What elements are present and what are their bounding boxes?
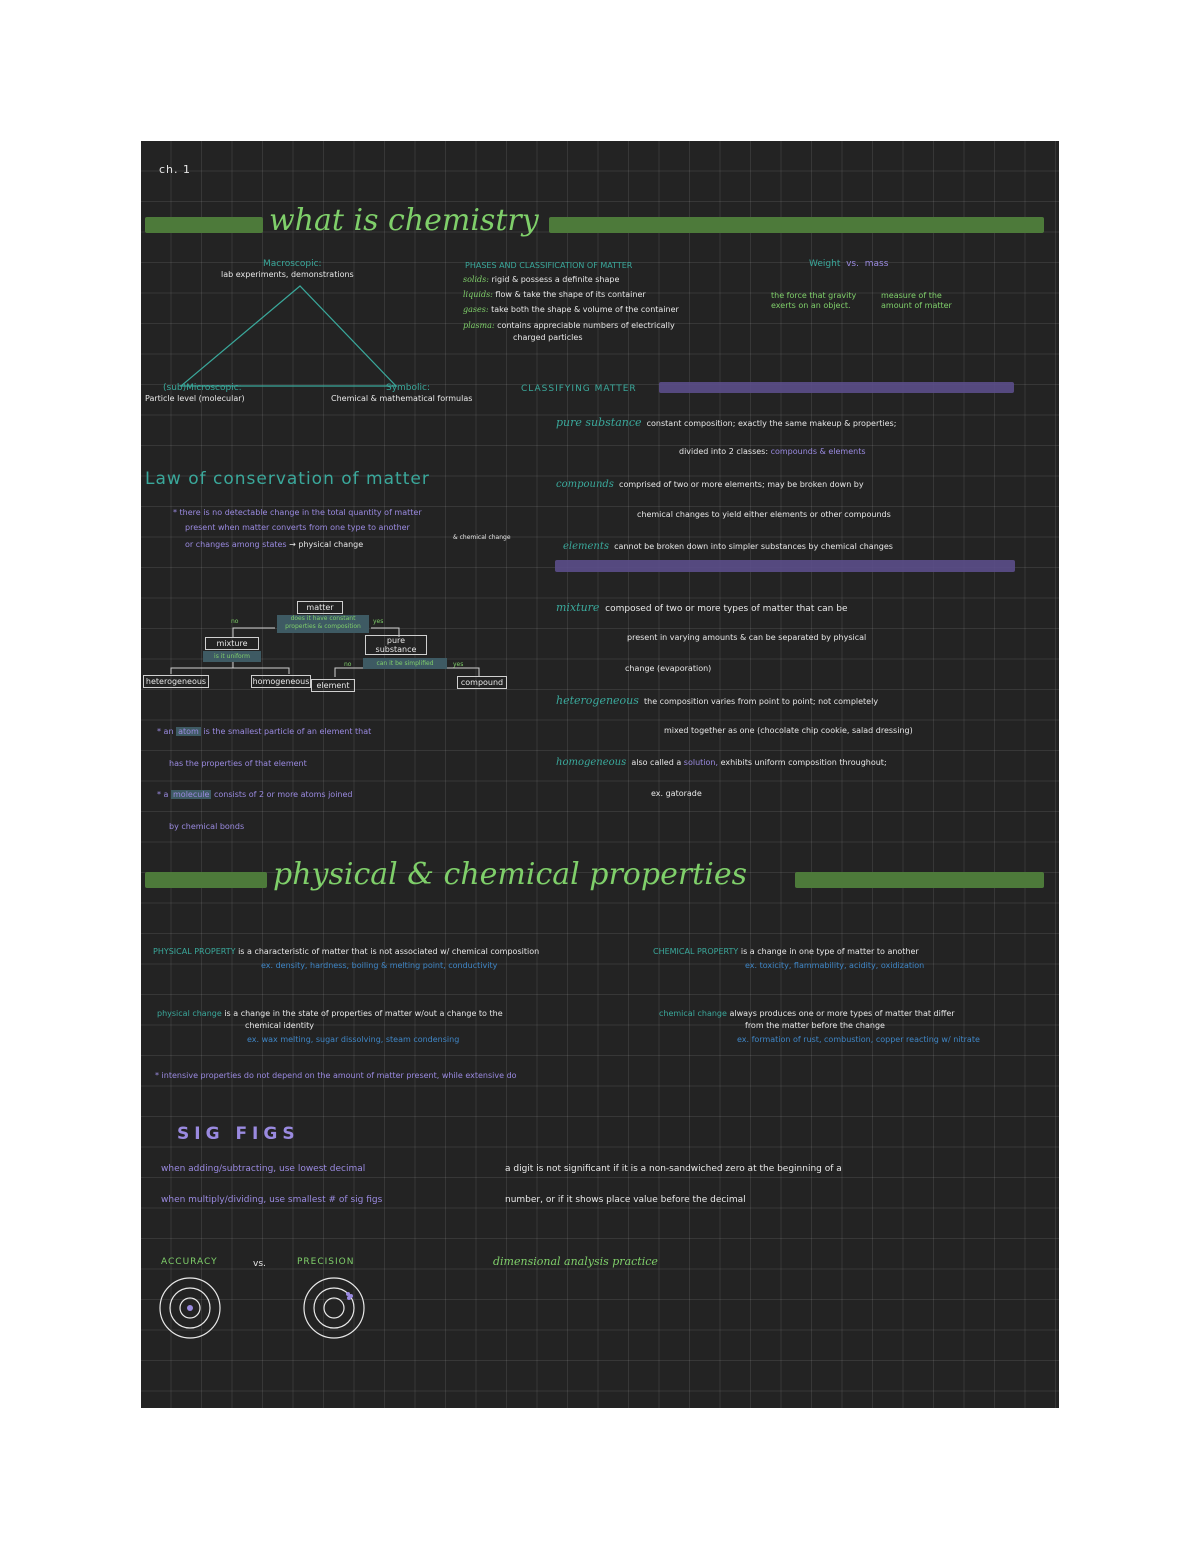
dimensional-analysis-heading: dimensional analysis practice bbox=[493, 1255, 658, 1268]
title-underline-left bbox=[145, 217, 263, 233]
chemical-change-example: ex. formation of rust, combustion, copper reacting w/ nitrate bbox=[737, 1035, 980, 1044]
molecule-highlight: molecule bbox=[173, 790, 210, 799]
chemical-change-term: chemical change bbox=[659, 1009, 727, 1018]
title-physical-chemical: physical & chemical properties bbox=[273, 857, 747, 892]
flowchart-question-constant: does it have constant properties & composition bbox=[277, 615, 369, 633]
homogeneous-solution: solution, bbox=[683, 758, 719, 767]
flowchart-yes-1: yes bbox=[373, 618, 384, 625]
homogeneous-term: homogeneous bbox=[556, 757, 627, 768]
liquids-term: liquids: bbox=[463, 290, 493, 299]
symbolic-label: Symbolic: bbox=[386, 383, 431, 393]
homogeneous-example: ex. gatorade bbox=[651, 789, 702, 798]
classifying-bar bbox=[659, 382, 1014, 393]
law-heading: Law of conservation of matter bbox=[145, 469, 430, 489]
mixture-desc: composed of two or more types of matter that can be bbox=[605, 604, 848, 614]
chemical-change-desc: always produces one or more types of matter that differ bbox=[729, 1009, 955, 1018]
compounds-desc: comprised of two or more elements; may be broken down by bbox=[619, 480, 864, 489]
chemical-property-example: ex. toxicity, flammability, acidity, oxidization bbox=[745, 961, 925, 970]
molecule-line-a: * a bbox=[157, 790, 169, 799]
microscopic-label: (sub)Microscopic: bbox=[163, 383, 242, 393]
accuracy-label: ACCURACY bbox=[161, 1257, 218, 1267]
atom-line-a: * an bbox=[157, 727, 174, 736]
weight-label: Weight bbox=[809, 259, 841, 269]
sigfigs-note-2: number, or if it shows place value before the decimal bbox=[505, 1195, 746, 1205]
notes-page bbox=[141, 141, 1059, 1408]
pure-substance-classes-names: compounds & elements bbox=[770, 447, 866, 456]
flowchart-question-simplified: can it be simplified bbox=[363, 658, 447, 669]
macroscopic-label: Macroscopic: bbox=[263, 259, 322, 269]
plasma-desc: contains appreciable numbers of electrically bbox=[497, 321, 675, 330]
flowchart-mixture: mixture bbox=[205, 637, 259, 650]
chemical-change-desc-2: from the matter before the change bbox=[745, 1021, 885, 1030]
atom-line-2: has the properties of that element bbox=[169, 759, 307, 768]
symbolic-desc: Chemical & mathematical formulas bbox=[331, 394, 473, 403]
chapter-label: ch. 1 bbox=[159, 163, 192, 176]
physical-property-example: ex. density, hardness, boiling & melting point, conductivity bbox=[261, 961, 498, 970]
atom-highlight: atom bbox=[178, 727, 199, 736]
physical-change-desc: is a change in the state of properties of matter w/out a change to the bbox=[224, 1009, 503, 1018]
compounds-term: compounds bbox=[556, 479, 614, 490]
heterogeneous-desc: the composition varies from point to point; not completely bbox=[644, 697, 879, 706]
weight-desc: the force that gravity exerts on an object. bbox=[771, 291, 857, 310]
flowchart-heterogeneous: heterogeneous bbox=[143, 675, 209, 688]
solids-desc: rigid & possess a definite shape bbox=[491, 275, 620, 284]
sigfigs-rule-1: when adding/subtracting, use lowest decimal bbox=[161, 1164, 366, 1174]
flowchart-question-uniform: is it uniform bbox=[203, 651, 261, 662]
mixture-desc-3: change (evaporation) bbox=[625, 664, 712, 673]
molecule-line-c: consists of 2 or more atoms joined bbox=[214, 790, 353, 799]
title-what-is-chemistry: what is chemistry bbox=[269, 203, 539, 238]
law-bullet-2: present when matter converts from one type to another bbox=[185, 523, 410, 532]
flowchart-yes-2: yes bbox=[453, 661, 464, 668]
classifying-heading: CLASSIFYING MATTER bbox=[521, 384, 637, 394]
accuracy-vs: vs. bbox=[253, 1259, 266, 1269]
chemical-property-desc: is a change in one type of matter to another bbox=[740, 947, 919, 956]
solids-term: solids: bbox=[463, 275, 489, 284]
precision-label: PRECISION bbox=[297, 1257, 355, 1267]
elements-term: elements bbox=[563, 541, 610, 552]
flowchart-compound: compound bbox=[457, 676, 507, 689]
law-bullet-3: or changes among states bbox=[185, 540, 287, 549]
flowchart-no-1: no bbox=[231, 618, 239, 625]
law-physical-change: → physical change bbox=[289, 540, 364, 549]
homogeneous-desc-c: exhibits uniform composition throughout; bbox=[720, 758, 887, 767]
gases-term: gases: bbox=[463, 305, 489, 314]
physical-change-term: physical change bbox=[157, 1009, 222, 1018]
sigfigs-note-1: a digit is not significant if it is a non-sandwiched zero at the beginning of a bbox=[505, 1164, 842, 1174]
heterogeneous-desc-2: mixed together as one (chocolate chip cookie, salad dressing) bbox=[664, 726, 913, 735]
mass-label: mass bbox=[864, 259, 889, 269]
plasma-desc-2: charged particles bbox=[513, 333, 583, 342]
weight-vs: vs. bbox=[846, 259, 859, 269]
homogeneous-desc-a: also called a bbox=[631, 758, 682, 767]
pure-substance-term: pure substance bbox=[556, 416, 642, 429]
sigfigs-rule-2: when multiply/dividing, use smallest # of sig figs bbox=[161, 1195, 383, 1205]
gases-desc: take both the shape & volume of the container bbox=[491, 305, 679, 314]
title2-underline-right bbox=[795, 872, 1044, 888]
precision-target-icon bbox=[301, 1275, 371, 1345]
physical-property-term: PHYSICAL PROPERTY bbox=[153, 947, 236, 956]
law-bullet-1: * there is no detectable change in the total quantity of matter bbox=[173, 508, 422, 517]
flowchart-homogeneous: homogeneous bbox=[252, 677, 310, 686]
title-underline-right bbox=[549, 217, 1044, 233]
pure-substance-classes: divided into 2 classes: bbox=[679, 447, 769, 456]
heterogeneous-term: heterogeneous bbox=[556, 694, 639, 707]
intensive-note: * intensive properties do not depend on the amount of matter present, while extensive do bbox=[155, 1071, 517, 1080]
mixture-desc-2: present in varying amounts & can be separated by physical bbox=[627, 633, 867, 642]
elements-desc: cannot be broken down into simpler substances by chemical changes bbox=[614, 542, 893, 551]
flowchart-matter: matter bbox=[297, 601, 343, 614]
microscopic-desc: Particle level (molecular) bbox=[145, 394, 245, 403]
flowchart-element: element bbox=[311, 679, 355, 692]
elements-bar bbox=[555, 560, 1015, 572]
accuracy-target-icon bbox=[157, 1275, 227, 1345]
compounds-desc-2: chemical changes to yield either elements or other compounds bbox=[637, 510, 891, 519]
physical-change-example: ex. wax melting, sugar dissolving, steam condensing bbox=[247, 1035, 460, 1044]
mixture-term: mixture bbox=[556, 601, 600, 614]
phases-heading: PHASES AND CLASSIFICATION OF MATTER bbox=[465, 261, 633, 270]
pure-substance-desc: constant composition; exactly the same makeup & properties; bbox=[646, 419, 897, 428]
sigfigs-heading: SIG FIGS bbox=[177, 1124, 300, 1144]
chemistry-triangle bbox=[171, 281, 411, 391]
chemical-property-term: CHEMICAL PROPERTY bbox=[653, 947, 739, 956]
law-chemical-change: & chemical change bbox=[453, 534, 511, 541]
physical-property-desc: is a characteristic of matter that is not associated w/ chemical composition bbox=[238, 947, 540, 956]
plasma-term: plasma: bbox=[463, 321, 495, 330]
flowchart-no-2: no bbox=[344, 661, 352, 668]
mass-desc: measure of the amount of matter bbox=[881, 291, 952, 310]
molecule-line-2: by chemical bonds bbox=[169, 822, 245, 831]
flowchart-pure-substance: pure substance bbox=[365, 635, 427, 655]
liquids-desc: flow & take the shape of its container bbox=[495, 290, 646, 299]
physical-change-desc-2: chemical identity bbox=[245, 1021, 314, 1030]
macroscopic-desc: lab experiments, demonstrations bbox=[221, 270, 354, 279]
atom-line-c: is the smallest particle of an element that bbox=[203, 727, 372, 736]
title2-underline-left bbox=[145, 872, 267, 888]
